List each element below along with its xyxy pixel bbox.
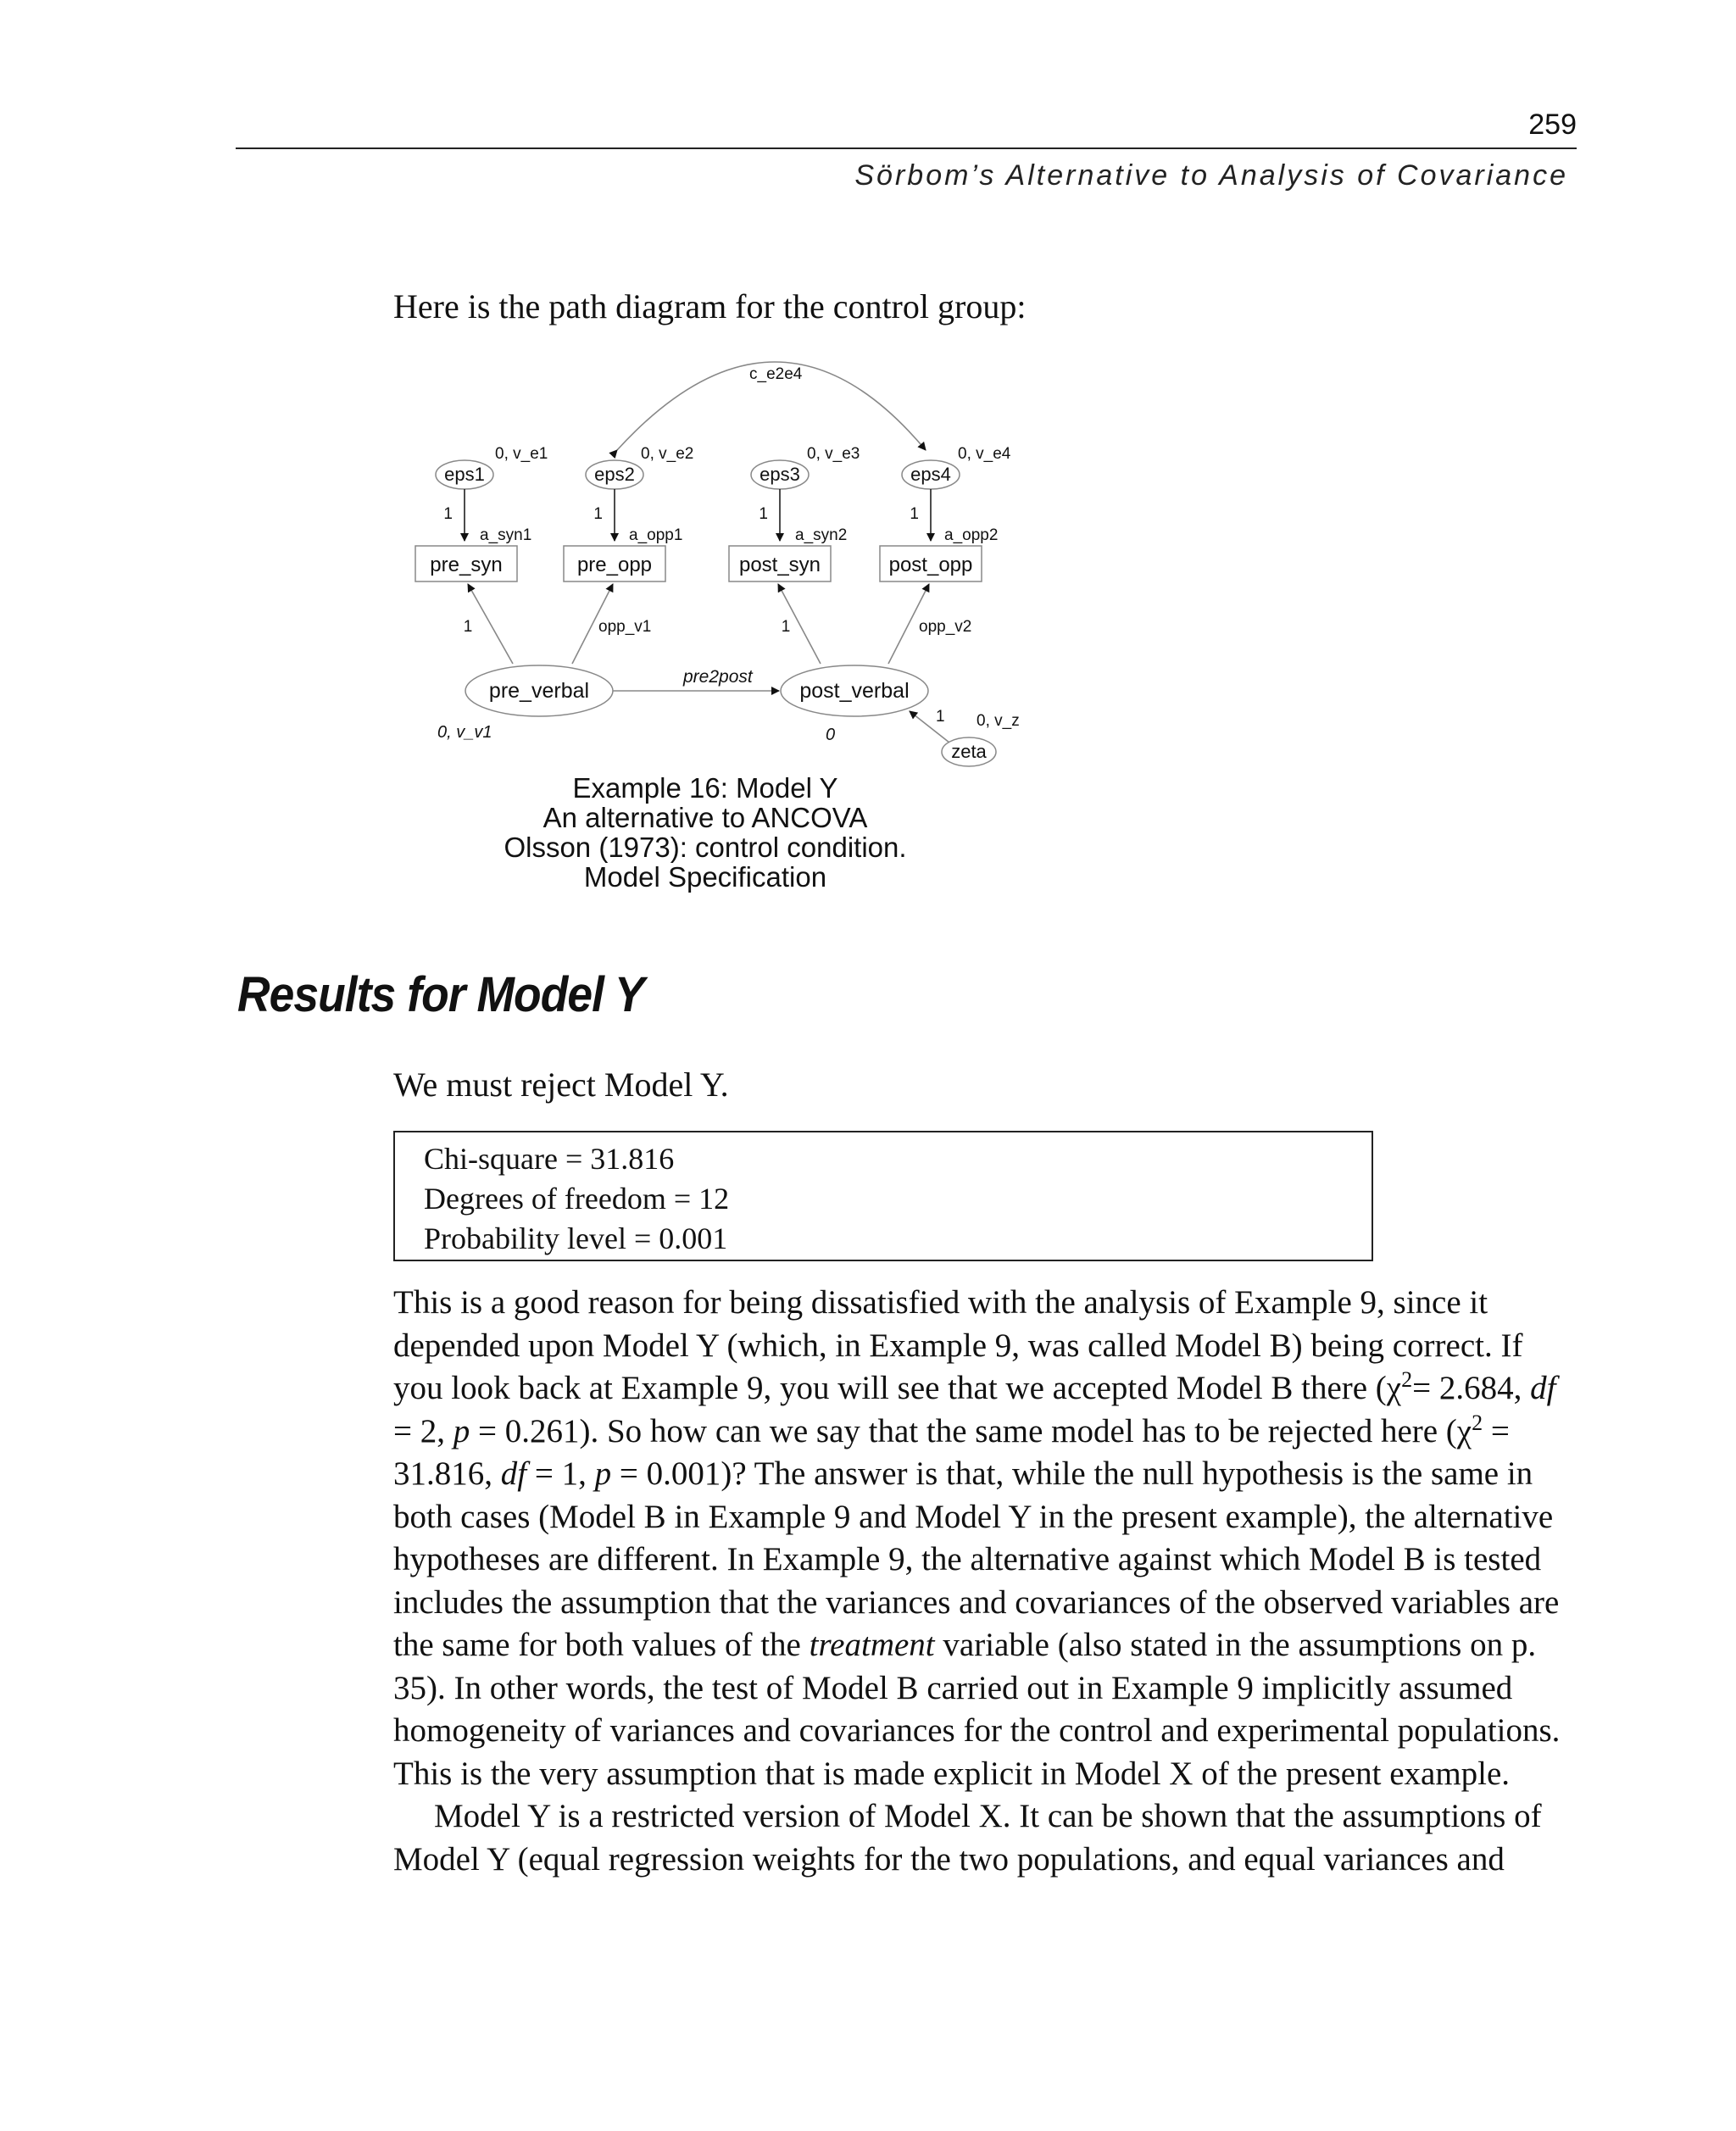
pre-verbal-param: 0, v_v1: [437, 723, 492, 742]
pre-syn-label: pre_syn: [430, 554, 503, 576]
eps2-weight: 1: [593, 505, 603, 523]
text-run: = 0.001)? The answer is that, while the null hypothesis is the same in both cases (Model B in Example 9 and Model Y in the present example), the alternative hypotheses are different. In Example 9, the alternative against which Model B is tested includes the assumption that the variances and covariances of the observed variables are the same for both values of the: [393, 1455, 1560, 1663]
loading-label-pre-opp: opp_v1: [598, 618, 652, 636]
covariance-label: c_e2e4: [749, 365, 803, 383]
loading-pre-syn: [468, 584, 513, 664]
post-verbal-label: post_verbal: [799, 679, 910, 703]
pre-verbal-label: pre_verbal: [488, 679, 590, 703]
loading-label-post-opp: opp_v2: [919, 618, 972, 636]
body-paragraph-2: Model Y is a restricted version of Model X. It can be shown that the assumptions of Model Y (equal regression weights for the two populations, and equal variances and: [393, 1798, 1542, 1878]
italic-term: df: [1530, 1370, 1556, 1406]
zeta-weight: 1: [936, 708, 945, 726]
italic-term: df: [500, 1455, 527, 1492]
a-syn2-label: a_syn2: [795, 526, 848, 544]
probability-line: Probability level = 0.001: [424, 1221, 728, 1255]
diagram-caption-line-4: Model Specification: [583, 861, 827, 893]
text-run: = 0.261). So how can we say that the same model has to be rejected here (χ: [470, 1412, 1472, 1449]
intro-text: Here is the path diagram for the control group:: [393, 287, 1027, 325]
eps2-label: eps2: [594, 464, 635, 485]
zeta-param: 0, v_z: [976, 712, 1020, 730]
loading-label-post-syn: 1: [781, 618, 791, 636]
output-box: [393, 1131, 1373, 1261]
text-run: = 2.684,: [1412, 1370, 1531, 1406]
eps4-label: eps4: [910, 464, 951, 485]
text-run: variable (also stated in the assumptions on p. 35). In other words, the test of Model B carried out in Example 9 implicitly assumed homogeneity of variances and covariances for the control and experimental populations. This is the very assumption that is made explicit in Model X of the present example.: [393, 1627, 1561, 1792]
degrees-of-freedom-line: Degrees of freedom = 12: [424, 1182, 730, 1216]
section-heading: Results for Model Y: [237, 967, 644, 1022]
eps4-weight: 1: [910, 505, 919, 523]
body-paragraph-1: [393, 1282, 1573, 1795]
eps4-param: 0, v_e4: [958, 445, 1011, 463]
post-verbal-param: 0: [826, 726, 836, 744]
zeta-label: zeta: [951, 741, 987, 762]
chi-square-line: Chi-square = 31.816: [424, 1142, 675, 1176]
regression-label: pre2post: [683, 667, 753, 687]
diagram-caption-line-2: An alternative to ANCOVA: [542, 802, 868, 833]
a-opp2-label: a_opp2: [944, 526, 999, 544]
reject-statement: We must reject Model Y.: [393, 1066, 729, 1104]
pre-opp-label: pre_opp: [576, 554, 653, 576]
header-rule: [236, 147, 1577, 149]
diagram-caption-line-3: Olsson (1973): control condition.: [504, 832, 907, 863]
text-run: This is a good reason for being dissatisfied with the analysis of Example 9, since it depended upon Model Y (which, in Example 9, was called Model B) being correct. If you look back at Example 9, you will see that we accepted Model B there (χ: [393, 1284, 1523, 1406]
italic-term: p: [594, 1455, 612, 1492]
eps1-label: eps1: [444, 464, 485, 485]
text-run: = 31.816,: [393, 1412, 1510, 1492]
post-syn-label: post_syn: [738, 554, 821, 576]
eps3-weight: 1: [759, 505, 768, 523]
loading-label-pre-syn: 1: [463, 618, 473, 636]
path-diagram: [373, 352, 1153, 899]
post-opp-label: post_opp: [888, 554, 973, 576]
eps3-label: eps3: [760, 464, 800, 485]
eps1-param: 0, v_e1: [495, 445, 548, 463]
italic-term: p: [453, 1412, 470, 1449]
body-text: [393, 1282, 1573, 1881]
page-number: 259: [1528, 108, 1577, 141]
text-run: = 1,: [526, 1455, 595, 1492]
eps3-param: 0, v_e3: [807, 445, 860, 463]
superscript: 2: [1472, 1410, 1483, 1435]
superscript: 2: [1401, 1367, 1413, 1392]
text-run: = 2,: [393, 1412, 453, 1449]
running-head: Sörbom’s Alternative to Analysis of Covariance: [854, 159, 1568, 192]
diagram-caption-line-1: Example 16: Model Y: [572, 772, 838, 804]
eps2-param: 0, v_e2: [641, 445, 694, 463]
eps1-weight: 1: [443, 505, 453, 523]
italic-term: treatment: [809, 1627, 935, 1663]
a-syn1-label: a_syn1: [480, 526, 532, 544]
a-opp1-label: a_opp1: [629, 526, 683, 544]
